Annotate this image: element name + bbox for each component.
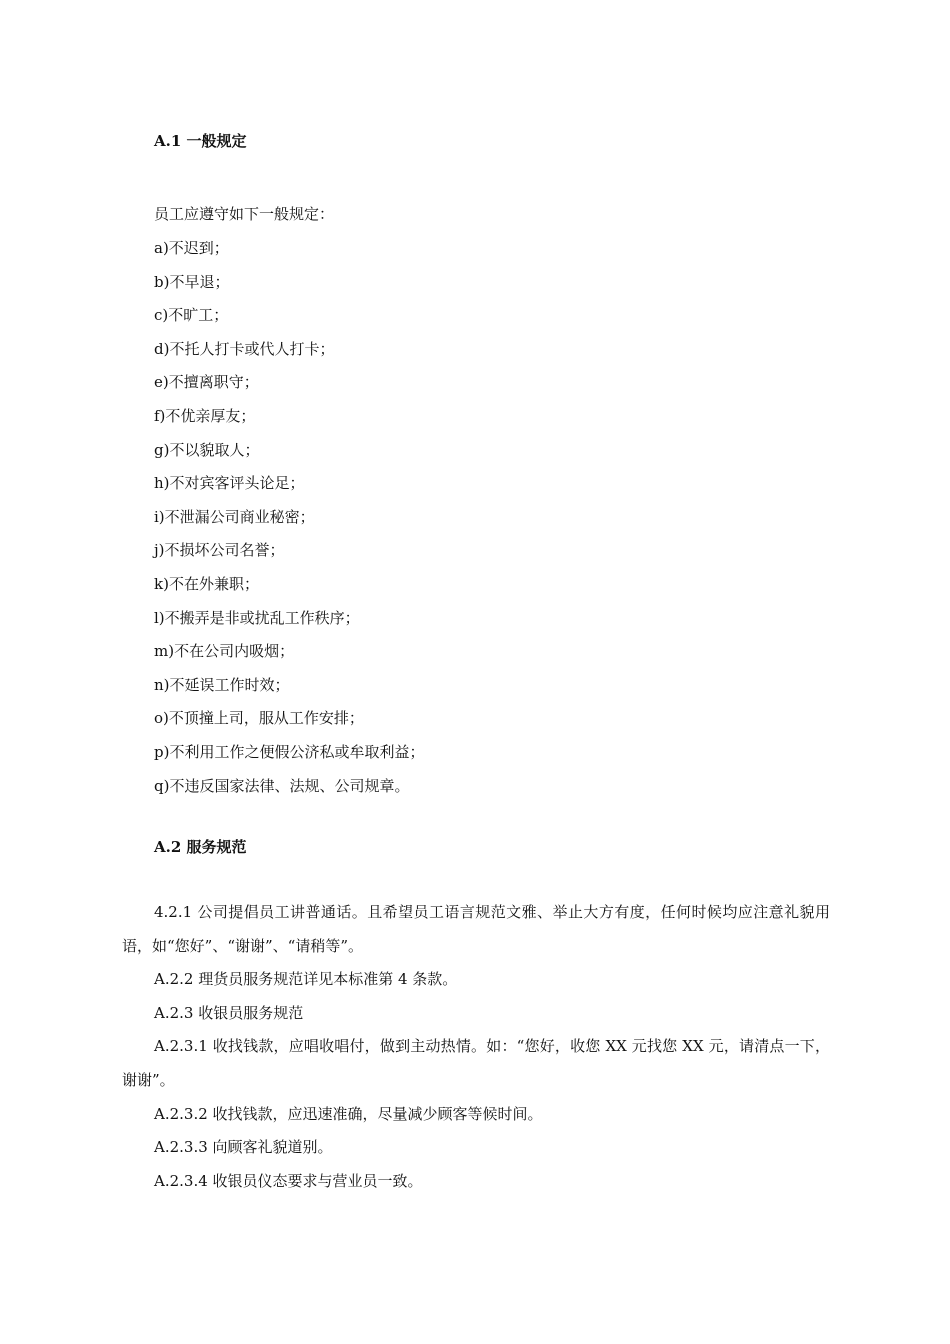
list-item: o)不顶撞上司，服从工作安排；	[154, 709, 364, 728]
list-item: m)不在公司内吸烟；	[154, 642, 295, 661]
list-item: f)不优亲厚友；	[154, 406, 256, 425]
list-item: j)不损坏公司名誉；	[154, 541, 285, 560]
list-item: d)不托人打卡或代人打卡；	[154, 339, 335, 358]
paragraph: A.2.3.4 收银员仪态要求与营业员一致。	[154, 1171, 423, 1190]
paragraph: A.2.2 理货员服务规范详见本标准第 4 条款。	[154, 970, 458, 989]
general-rules-list	[154, 232, 424, 803]
list-item: e)不擅离职守；	[154, 373, 259, 392]
list-item: i)不泄漏公司商业秘密；	[154, 507, 315, 526]
list-item: n)不延误工作时效；	[154, 675, 290, 694]
list-item: h)不对宾客评头论足；	[154, 474, 305, 493]
list-item: q)不违反国家法律、法规、公司规章。	[154, 776, 410, 795]
section-heading-service-standards: A.2 服务规范	[154, 838, 247, 856]
general-rules-intro: 员工应遵守如下一般规定：	[154, 205, 335, 223]
section-heading-general-rules: A.1 一般规定	[154, 132, 247, 150]
list-item: p)不利用工作之便假公济私或牟取利益；	[154, 742, 425, 761]
list-item: k)不在外兼职；	[154, 574, 259, 593]
service-standards-body	[122, 896, 830, 1198]
paragraph: 4.2.1 公司提倡员工讲普通话。且希望员工语言规范文雅、举止大方有度，任何时候均应注意礼貌用语，如“您好”、“谢谢”、“请稍等”。	[122, 903, 830, 955]
list-item: a)不迟到；	[154, 239, 229, 257]
paragraph: A.2.3.3 向顾客礼貌道别。	[154, 1138, 333, 1157]
paragraph: A.2.3.2 收找钱款，应迅速准确，尽量减少顾客等候时间。	[154, 1104, 543, 1123]
list-item: l)不搬弄是非或扰乱工作秩序；	[154, 608, 360, 627]
paragraph: A.2.3 收银员服务规范	[154, 1003, 304, 1022]
list-item: b)不早退；	[154, 272, 230, 291]
list-item: g)不以貌取人；	[154, 440, 260, 459]
paragraph: A.2.3.1 收找钱款，应唱收唱付，做到主动热情。如：“您好，收您 XX 元找您 XX 元，请清点一下，谢谢”。	[122, 1037, 830, 1089]
list-item: c)不旷工；	[154, 306, 229, 325]
